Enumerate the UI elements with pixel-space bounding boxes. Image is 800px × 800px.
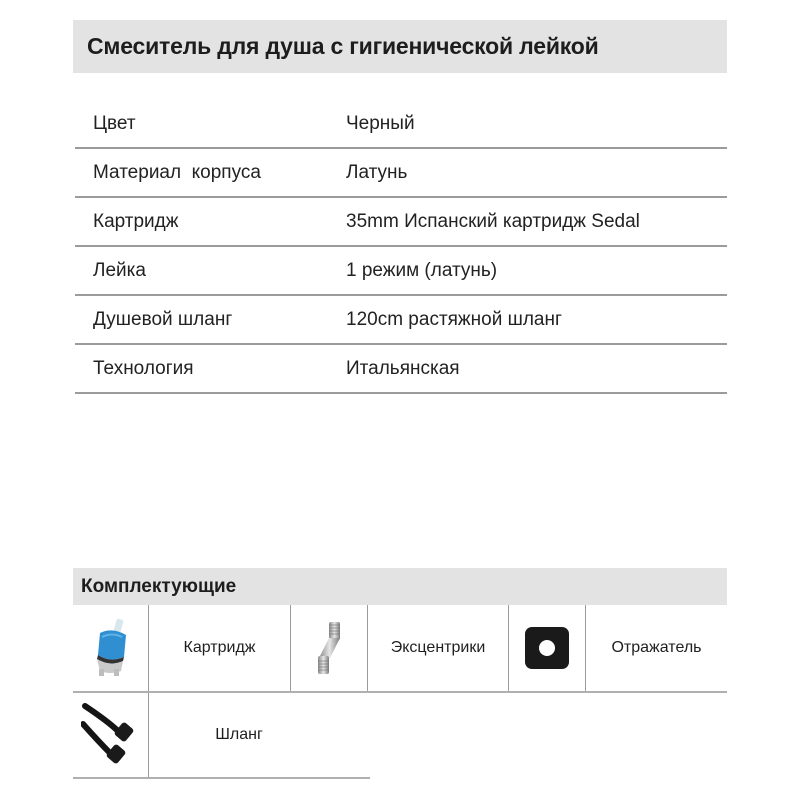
spec-value: Латунь <box>346 162 408 183</box>
spec-label: Технология <box>93 358 194 379</box>
spec-value: Черный <box>346 113 415 134</box>
title-bar <box>73 20 727 73</box>
cartridge-image <box>73 605 148 691</box>
spec-label: Лейка <box>93 260 146 281</box>
accessory-label-eccentrics: Эксцентрики <box>390 639 486 656</box>
spec-row <box>75 345 727 394</box>
accessories-grid <box>73 605 727 780</box>
spec-label: Цвет <box>93 113 136 134</box>
spec-table <box>75 100 727 394</box>
spec-label: Картридж <box>93 211 179 232</box>
accessories-title: Комплектующие <box>81 575 237 597</box>
spec-value: 120cm растяжной шланг <box>346 309 562 330</box>
accessory-label-reflector: Отражатель <box>611 639 702 656</box>
reflector-image <box>509 605 585 691</box>
cartridge-icon <box>88 617 134 679</box>
hose-image <box>73 693 148 777</box>
spec-value: Итальянская <box>346 358 460 379</box>
eccentric-icon <box>314 620 344 676</box>
spec-row <box>75 100 727 149</box>
spec-label: Материал корпуса <box>93 162 261 183</box>
page-title: Смеситель для душа с гигиенической лейкой <box>87 33 599 59</box>
spec-label: Душевой шланг <box>93 309 233 330</box>
reflector-icon <box>523 625 571 671</box>
accessory-label-hose: Шланг <box>215 726 263 743</box>
spec-row <box>75 198 727 247</box>
accessories-header <box>73 568 727 605</box>
spec-value: 35mm Испанский картридж Sedal <box>346 211 640 232</box>
spec-row <box>75 296 727 345</box>
grid-divider <box>73 777 370 779</box>
spec-row <box>75 149 727 198</box>
accessory-label-cartridge: Картридж <box>183 639 256 656</box>
eccentric-image <box>291 605 367 691</box>
hose-icon <box>81 702 141 768</box>
spec-row <box>75 247 727 296</box>
spec-value: 1 режим (латунь) <box>346 260 498 281</box>
